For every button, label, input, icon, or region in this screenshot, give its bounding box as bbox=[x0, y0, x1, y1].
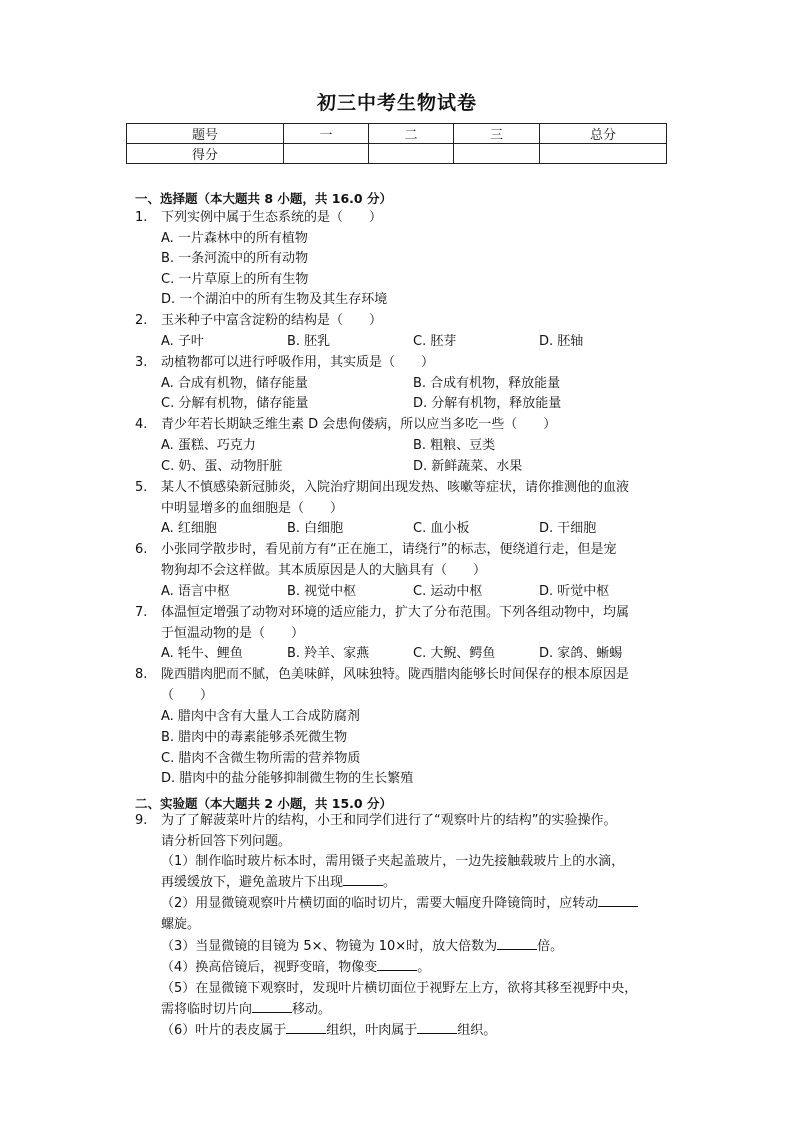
question bbox=[135, 603, 665, 644]
sub-question-text: （5）在显微镜下观察时，发现叶片横切面位于视野左上方，欲将其移至视野中央， bbox=[161, 981, 638, 996]
option[interactable]: C. 一片草原上的所有生物 bbox=[161, 272, 309, 287]
question-number: 7. bbox=[135, 605, 148, 620]
question bbox=[135, 665, 665, 706]
option[interactable]: A. 合成有机物，储存能量 bbox=[161, 376, 308, 391]
sub-question-text: 螺旋。 bbox=[161, 917, 201, 932]
option[interactable]: A. 红细胞 bbox=[161, 521, 217, 536]
sub-question-text: 组织，叶肉属于 bbox=[326, 1023, 418, 1038]
sub-question-5 bbox=[161, 979, 667, 1000]
page-title: 初三中考生物试卷 bbox=[316, 92, 477, 114]
answer-blank[interactable] bbox=[252, 1000, 292, 1013]
sub-question-5-cont bbox=[161, 1000, 667, 1021]
option[interactable]: A. 语言中枢 bbox=[161, 584, 230, 599]
option[interactable]: B. 白细胞 bbox=[287, 521, 344, 536]
answer-blank[interactable] bbox=[497, 937, 537, 950]
option[interactable]: C. 分解有机物，储存能量 bbox=[161, 396, 309, 411]
question-text-line: 请分析回答下列问题。 bbox=[161, 833, 292, 849]
option[interactable]: C. 运动中枢 bbox=[413, 584, 483, 599]
question-number: 3. bbox=[135, 355, 148, 370]
score-header-cell: 一 bbox=[284, 124, 369, 144]
answer-blank[interactable] bbox=[286, 1021, 326, 1034]
sub-question-text: （3）当显微镜的目镜为 5×、物镜为 10×时，放大倍数为 bbox=[161, 939, 498, 954]
question bbox=[135, 540, 665, 581]
sub-question-1-cont bbox=[161, 873, 667, 894]
sub-question-text: 组织。 bbox=[457, 1023, 497, 1038]
question bbox=[135, 353, 665, 374]
question-text-line: 为了了解菠菜叶片的结构，小王和同学们进行了“观察叶片的结构”的实验操作。 bbox=[161, 813, 617, 828]
option[interactable]: A. 蛋糕、巧克力 bbox=[161, 438, 256, 453]
score-table-score-row bbox=[127, 144, 667, 164]
option[interactable]: B. 合成有机物，释放能量 bbox=[413, 376, 561, 391]
sub-question-text: 倍。 bbox=[537, 939, 564, 954]
option[interactable]: B. 腊肉中的毒素能够杀死微生物 bbox=[161, 730, 348, 745]
sub-question-text: 再缓缓放下，避免盖玻片下出现 bbox=[161, 875, 344, 890]
option[interactable]: B. 羚羊、家燕 bbox=[287, 646, 370, 661]
sub-question-6 bbox=[161, 1021, 667, 1042]
option[interactable]: D. 家鸽、蜥蜴 bbox=[539, 646, 623, 661]
sub-question-2-cont bbox=[161, 915, 667, 936]
option[interactable]: B. 视觉中枢 bbox=[287, 584, 357, 599]
question-number: 1. bbox=[135, 210, 148, 225]
option[interactable]: A. 一片森林中的所有植物 bbox=[161, 231, 308, 246]
sub-question-text: （4）换高倍镜后，视野变暗，物像变 bbox=[161, 960, 378, 975]
option[interactable]: B. 一条河流中的所有动物 bbox=[161, 251, 309, 266]
question bbox=[135, 478, 665, 519]
score-row-label: 得分 bbox=[127, 144, 284, 164]
score-header-cell: 题号 bbox=[127, 124, 284, 144]
option[interactable]: D. 分解有机物，释放能量 bbox=[413, 396, 562, 411]
score-cell[interactable] bbox=[284, 144, 369, 164]
score-cell[interactable] bbox=[369, 144, 454, 164]
score-table-header-row bbox=[127, 124, 667, 144]
question-text-line: 于恒温动物的是（ ） bbox=[161, 625, 305, 641]
option[interactable]: C. 血小板 bbox=[413, 521, 470, 536]
question-text-line: 某人不慎感染新冠肺炎，入院治疗期间出现发热、咳嗽等症状，请你推测他的血液 bbox=[161, 480, 630, 495]
option[interactable]: A. 牦牛、鲤鱼 bbox=[161, 646, 243, 661]
section-header: 一、选择题（本大题共 8 小题，共 16.0 分） bbox=[135, 191, 392, 206]
question-text-line: （ ） bbox=[161, 687, 214, 703]
option[interactable]: D. 一个湖泊中的所有生物及其生存环境 bbox=[161, 292, 388, 307]
punctuation: 。 bbox=[417, 960, 431, 975]
option[interactable]: B. 粗粮、豆类 bbox=[413, 438, 496, 453]
question bbox=[135, 311, 665, 332]
option[interactable]: C. 腊肉不含微生物所需的营养物质 bbox=[161, 751, 361, 766]
answer-blank[interactable] bbox=[343, 873, 383, 886]
score-header-cell: 三 bbox=[454, 124, 540, 144]
question bbox=[135, 208, 665, 229]
section-header: 二、实验题（本大题共 2 小题，共 15.0 分） bbox=[135, 796, 392, 811]
question bbox=[135, 415, 665, 436]
question-text-line: 小张同学散步时，看见前方有“正在施工，请绕行”的标志，便绕道行走，但是宠 bbox=[161, 542, 617, 557]
score-cell[interactable] bbox=[540, 144, 667, 164]
question bbox=[135, 811, 665, 852]
option[interactable]: D. 新鲜蔬菜、水果 bbox=[413, 459, 523, 474]
option[interactable]: B. 胚乳 bbox=[287, 334, 331, 349]
question-text-line: 陇西腊肉肥而不腻，色美味鲜，风味独特。陇西腊肉能够长时间保存的根本原因是 bbox=[161, 667, 630, 682]
question-number: 2. bbox=[135, 313, 148, 328]
sub-question-3 bbox=[161, 937, 667, 958]
option[interactable]: D. 腊肉中的盐分能够抑制微生物的生长繁殖 bbox=[161, 771, 414, 786]
question-number: 8. bbox=[135, 667, 148, 682]
score-header-cell: 二 bbox=[369, 124, 454, 144]
option[interactable]: C. 奶、蛋、动物肝脏 bbox=[161, 459, 283, 474]
sub-question-2 bbox=[161, 894, 667, 915]
punctuation: 。 bbox=[383, 875, 397, 890]
sub-question-text: （1）制作临时玻片标本时，需用镊子夹起盖玻片，一边先接触载玻片上的水滴， bbox=[161, 854, 625, 869]
score-table bbox=[126, 123, 667, 164]
sub-question-text: 移动。 bbox=[292, 1002, 332, 1017]
option[interactable]: D. 胚轴 bbox=[539, 334, 584, 349]
sub-question-text: （6）叶片的表皮属于 bbox=[161, 1023, 287, 1038]
option[interactable]: C. 胚芽 bbox=[413, 334, 457, 349]
option[interactable]: A. 腊肉中含有大量人工合成防腐剂 bbox=[161, 709, 360, 724]
sub-question-4 bbox=[161, 958, 667, 979]
sub-question-1 bbox=[161, 852, 667, 873]
score-cell[interactable] bbox=[454, 144, 540, 164]
answer-blank[interactable] bbox=[598, 894, 638, 907]
question-text-line: 物狗却不会这样做。其本质原因是人的大脑具有（ ） bbox=[161, 562, 487, 578]
answer-blank[interactable] bbox=[417, 1021, 457, 1034]
question-text: 青少年若长期缺乏维生素 D 会患佝偻病，所以应当多吃一些（ ） bbox=[161, 417, 557, 432]
answer-blank[interactable] bbox=[377, 958, 417, 971]
option[interactable]: D. 听觉中枢 bbox=[539, 584, 610, 599]
question-text-line: 中明显增多的血细胞是（ ） bbox=[161, 500, 344, 516]
question-number: 4. bbox=[135, 417, 148, 432]
question-text: 下列实例中属于生态系统的是（ ） bbox=[161, 210, 383, 225]
score-header-cell: 总分 bbox=[540, 124, 667, 144]
sub-question-text: （2）用显微镜观察叶片横切面的临时切片，需要大幅度升降镜筒时，应转动 bbox=[161, 896, 599, 911]
question-text: 动植物都可以进行呼吸作用，其实质是（ ） bbox=[161, 355, 435, 370]
question-number: 9. bbox=[135, 813, 148, 828]
option[interactable]: C. 大鲵、鳄鱼 bbox=[413, 646, 496, 661]
option[interactable]: D. 干细胞 bbox=[539, 521, 597, 536]
question-number: 6. bbox=[135, 542, 148, 557]
question-number: 5. bbox=[135, 480, 148, 495]
option[interactable]: A. 子叶 bbox=[161, 334, 204, 349]
sub-question-text: 需将临时切片向 bbox=[161, 1002, 253, 1017]
question-text-line: 体温恒定增强了动物对环境的适应能力，扩大了分布范围。下列各组动物中，均属 bbox=[161, 605, 630, 620]
question-text: 玉米种子中富含淀粉的结构是（ ） bbox=[161, 313, 383, 328]
